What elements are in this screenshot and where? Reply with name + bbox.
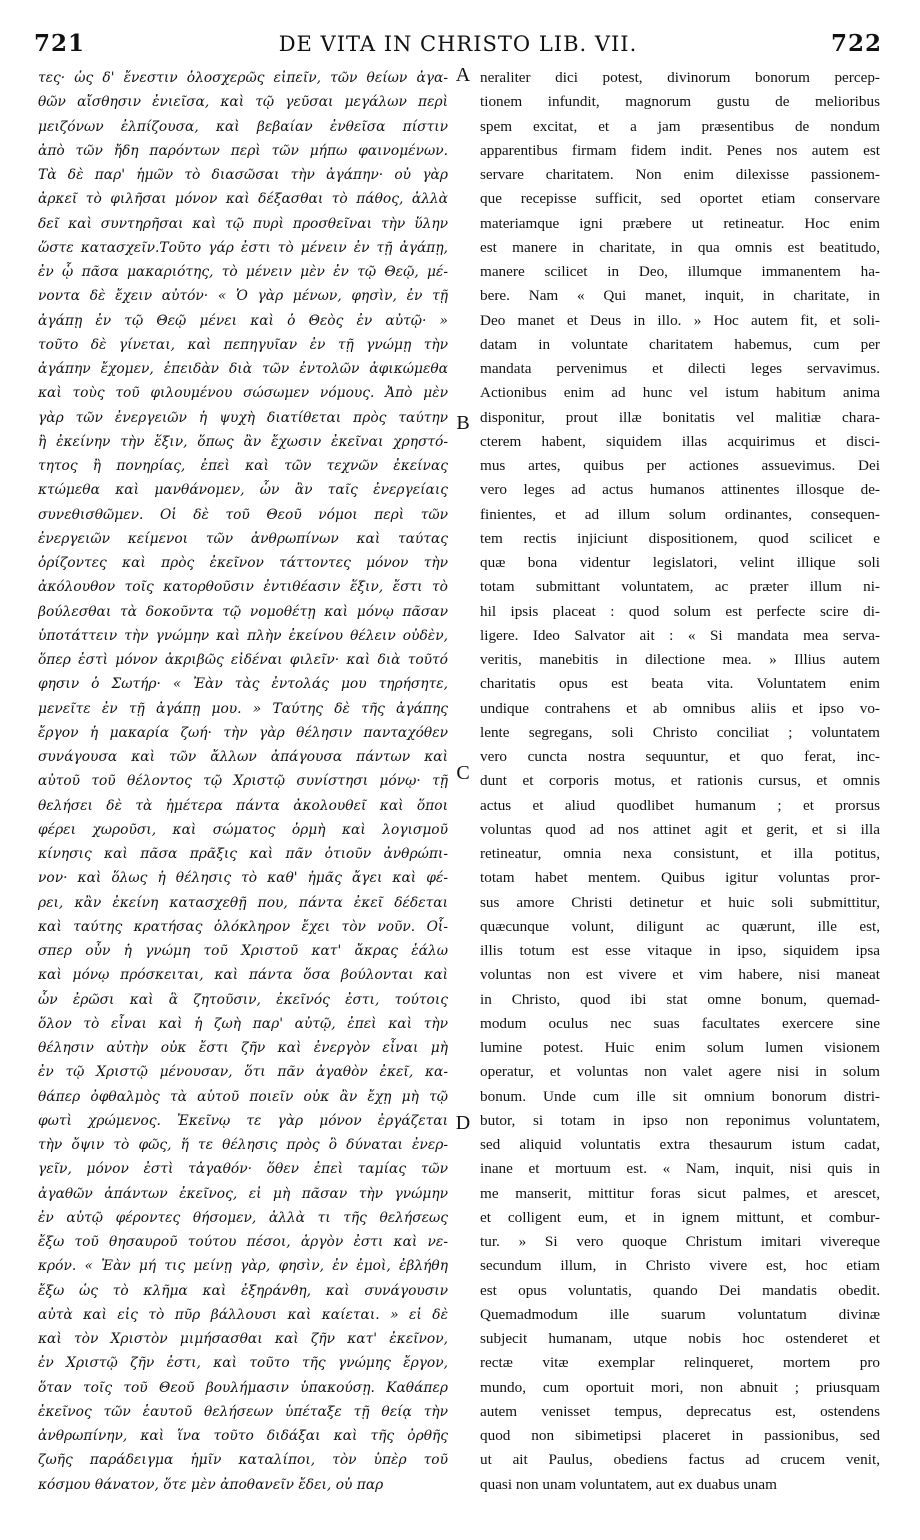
text-line: συνάγουσα καὶ τῶν ἄλλων ἀπάγουσα πάντων καὶ <box>38 749 448 765</box>
text-line: ἐν Χριστῷ ζῆν ἐστι, καὶ τοῦτο τῆς γνώμης ἔργον, <box>38 1355 448 1372</box>
text-line: ὅλον τὸ εἶναι καὶ ἡ ζωὴ παρ' αὐτῷ, ἐπεὶ καὶ τὴν <box>38 1015 448 1032</box>
text-line: rectæ vitæ exemplar relinqueret, mortem pro <box>480 1354 880 1372</box>
text-line: lumine potest. Huic enim solum lumen visionem <box>480 1039 880 1056</box>
text-line: Deo manet et Deus in illo. » Hoc autem fit, et soli- <box>480 311 880 329</box>
text-line: quæcunque volunt, diligunt ac quærunt, ille est, <box>480 917 880 935</box>
text-line: disponitur, prout illæ bonitatis vel malitiæ chara- <box>480 408 880 426</box>
text-line: αὐτὰ καὶ εἰς τὸ πῦρ βάλλουσι καὶ καίεται. » εἰ δὲ <box>38 1306 448 1323</box>
text-line: ζωῆς παράδειγμα ἡμῖν καταλίποι, τὸν ὑπὲρ τοῦ <box>38 1452 448 1469</box>
text-line: ligere. Ideo Salvator ait : « Si mandata mea serva- <box>480 626 880 644</box>
text-line: καὶ τὸν Χριστὸν μιμήσασθαι καὶ ζῆν κατ' ἐκεῖνον, <box>38 1331 448 1347</box>
text-line: est manere in charitate, in qua omnis est beatitudo, <box>480 238 880 256</box>
text-line: ὑποτάττειν τὴν γνώμην καὶ πλὴν ἐκείνου θέλειν οὐδὲν, <box>38 627 448 644</box>
text-line: quasi non unam voluntatem, aut ex duabus unam <box>480 1475 777 1493</box>
text-line: σπερ οὖν ἡ γνώμη τοῦ Χριστοῦ κατ' ἄκρας ἑάλω <box>38 943 448 959</box>
section-marker-d: D <box>455 1112 471 1134</box>
text-line: ut ait Paulus, obediens factus ad crucem venit, <box>480 1451 880 1469</box>
text-line: φησιν ὁ Σωτήρ· « Ἐὰν τὰς ἐντολάς μου τηρήσητε, <box>38 676 448 693</box>
text-line: in Christo, quod ibi stat omne bonum, quemad- <box>480 990 880 1008</box>
section-marker-a: A <box>455 64 471 86</box>
text-line: ἀκόλουθον τοῖς κατορθοῦσιν ἐντιθέασιν ἕξιν, ἔστι τὸ <box>38 579 448 596</box>
running-title: DE VITA IN CHRISTO LIB. VII. <box>278 32 638 56</box>
text-line: καὶ τοὺς τοῦ φιλουμένου σώσωμεν νόμους. Ἀπὸ μὲν <box>38 385 448 402</box>
text-line: ἀπὸ τῶν ἤδη παρόντων περὶ τῶν μήπω φαινομένων. <box>38 142 448 159</box>
greek-text-column <box>38 66 448 1497</box>
text-line: μειζόνων ἐλπίζουσα, καὶ βεβαίαν ἐνθεῖσα πίστιν <box>38 118 448 135</box>
text-line: ἔργον ἡ μακαρία ζωή· τὴν γὰρ θέλησιν πανταχόθεν <box>38 724 448 741</box>
text-line: autem venisset tempus, deprecatus est, ostendens <box>480 1402 880 1420</box>
text-line: νον· καὶ ὅλως ἡ θέλησις τὸ καθ' ἡμᾶς ἄγει καὶ φέ- <box>38 870 448 887</box>
text-line: κρόν. « Ἐὰν μή τις μείνῃ γὰρ, φησὶν, ἐν ἐμοὶ, ἐβλήθη <box>38 1258 448 1275</box>
text-line: manere scilicet in Deo, illumque immanentem ha- <box>480 263 880 280</box>
text-line: θάπερ ὀφθαλμὸς τὰ αὑτοῦ ποιεῖν οὐκ ἂν ἔχῃ μὴ τῷ <box>38 1088 448 1105</box>
section-marker-c: C <box>456 762 470 784</box>
text-line: modum oculus nec suas facultates exercere sine <box>480 1014 880 1032</box>
text-line: actus et aliud quodlibet humanum ; et prorsus <box>480 796 880 814</box>
text-line: Τὰ δὲ παρ' ἡμῶν τὸ διασῶσαι τὴν ἀγάπην· οὐ γὰρ <box>38 167 448 183</box>
text-line: Quemadmodum ille suarum voluntatum divinæ <box>480 1305 880 1323</box>
text-line: cterem habent, siquidem illas acquirimus et disci- <box>480 432 880 450</box>
text-line: lente segregans, soli Christo conciliat ; voluntatem <box>480 723 880 741</box>
latin-text-column <box>480 66 880 1497</box>
text-line: ἀγαθῶν ἁπάντων ἐκεῖνος, εἰ μὴ πᾶσαν τὴν γνώμην <box>38 1185 448 1202</box>
text-line: bere. Nam « Qui manet, inquit, in charitate, in <box>480 287 880 305</box>
text-line: undique contrahens et ab omnibus aliis et ipso vo- <box>480 699 880 717</box>
text-line: ἔξω ὡς τὸ κλῆμα καὶ ἐξηράνθη, καὶ συνάγουσιν <box>38 1282 448 1299</box>
text-line: quæ bona videntur legislatori, velint illique soli <box>480 554 880 571</box>
text-line: est opus voluntatis, quando Dei mandatis obedit. <box>480 1281 880 1299</box>
text-line: totam submittant voluntatem, ac præter illum ni- <box>480 578 880 596</box>
text-line: me manserit, mittitur foras sicut palmes, et arescet, <box>480 1184 880 1202</box>
text-line: καὶ ταύτης κρατήσας ὁλόκληρον ἔχει τὸν νοῦν. Οἷ- <box>38 918 448 935</box>
page-number-right: 722 <box>830 30 882 57</box>
text-line: θῶν αἴσθησιν ἐνιεῖσα, καὶ τῷ γεῦσαι μεγάλων περὶ <box>38 94 448 111</box>
text-line: ἐν τῷ Χριστῷ μένουσαν, ὅτι πᾶν ἀγαθὸν ἐκεῖ, κα- <box>38 1064 448 1081</box>
text-line: γὰρ τῶν ἐνεργειῶν ἡ ψυχὴ διατίθεται πρὸς ταύτην <box>38 409 448 426</box>
text-line: operatur, et voluntas non valet agere nisi in solum <box>480 1063 880 1081</box>
running-header <box>34 28 882 68</box>
text-line: vero leges ad actus humanos attinentes illosque de- <box>480 481 880 499</box>
text-line: tionem infundit, magnorum gustu de melioribus <box>480 93 880 111</box>
text-line: spem excitat, et a jam præsentibus de nondum <box>480 117 880 135</box>
text-line: bonum. Unde cum ille sit omnium bonorum distri- <box>480 1087 880 1105</box>
text-line: Actionibus enim ad hunc vel istum habitum anima <box>480 384 880 402</box>
text-line: ἀρκεῖ τὸ φιλῆσαι μόνον καὶ δέξασθαι τὸ πάθος, ἀλλὰ <box>38 191 448 208</box>
text-line: τες· ὡς δ' ἔνεστιν ὁλοσχερῶς εἰπεῖν, τῶν θείων ἀγα- <box>38 70 448 86</box>
text-line: veritis, manebitis in dilectione mea. » Illius autem <box>480 651 880 668</box>
text-line: μενεῖτε ἐν τῇ ἀγάπῃ μου. » Ταύτης δὲ τῆς ἀγάπης <box>38 700 448 717</box>
text-line: κίνησις καὶ πᾶσα πρᾶξις καὶ πᾶν ὁτιοῦν ἀνθρώπι- <box>38 846 448 862</box>
text-line: θελήσει δὲ τὰ ἡμέτερα πάντα ἀκολουθεῖ καὶ ὅποι <box>38 797 448 814</box>
text-line: ἐνεργειῶν κείμενοι τῶν ἀνθρωπίνων καὶ ταύτας <box>38 530 448 547</box>
text-line: subjecit humanam, utque nobis hoc ostenderet et <box>480 1330 880 1347</box>
text-line: quod non sibimetipsi placeret in passionibus, sed <box>480 1427 880 1444</box>
text-line: tem rectis injiciunt dispositionem, quod scilicet e <box>480 529 880 547</box>
text-line: νοντα δὲ ἔχειν αὐτόν· « Ὁ γὰρ μένων, φησὶν, ἐν τῇ <box>38 288 448 305</box>
text-line: δεῖ καὶ συντηρῆσαι καὶ τῷ πυρὶ προσθεῖναι τὴν ὕλην <box>38 215 448 232</box>
text-line: voluntas quod ad nos attinet agit et gerit, et si illa <box>480 820 880 838</box>
text-line: ὥστε κατασχεῖν.Τοῦτο γάρ ἐστι τὸ μένειν ἐν τῇ ἀγάπῃ, <box>38 239 448 256</box>
text-line: inane et mortuum est. « Nam, inquit, nisi quis in <box>480 1160 880 1178</box>
text-line: θέλησιν αὐτὴν οὐκ ἔστι ζῆν καὶ ἐνεργὸν εἶναι μὴ <box>38 1040 448 1056</box>
text-line: datam in voluntate charitatem habemus, cum per <box>480 335 880 353</box>
text-line: que recepisse sufficit, sed oportet etiam conservare <box>480 190 880 208</box>
text-line: ὅπερ ἐστὶ μόνον ἀκριβῶς εἰδέναι φιλεῖν· καὶ διὰ τοῦτό <box>38 652 448 668</box>
text-line: hil ipsis placeat : quod solum est perfecte scire di- <box>480 602 880 620</box>
text-line: συνεθισθῶμεν. Οἱ δὲ τοῦ Θεοῦ νόμοι περὶ τῶν <box>38 506 448 523</box>
text-line: ρει, κἂν ἐκείνη κατασχεθῇ που, πάντα ἐκεῖ δέδεται <box>38 894 448 911</box>
text-line: ἔξω τοῦ θησαυροῦ τούτου πέσοι, ἀργὸν ἐστι καὶ νε- <box>38 1234 448 1250</box>
text-line: mandata pervenimus et dilecti leges servavimus. <box>480 360 880 377</box>
text-line: charitatis opus est beata vita. Voluntatem enim <box>480 675 880 693</box>
text-line: αὐτοῦ τοῦ θέλοντος τῷ Χριστῷ συνίστησι μόνῳ· τῇ <box>38 773 448 790</box>
text-line: ὁρίζοντες καὶ πρὸς ἐκεῖνον τάττοντες μόνον τὴν <box>38 555 448 571</box>
text-line: servare charitatem. Non enim dilexisse passionem- <box>480 166 880 183</box>
text-line: ἀνθρωπίνην, καὶ ἵνα τοῦτο διδάξαι καὶ τῆς ὀρθῆς <box>38 1428 448 1444</box>
text-line: ἀγάπῃ ἐν τῷ Θεῷ μένει καὶ ὁ Θεὸς ἐν αὐτῷ· » <box>38 312 448 329</box>
text-line: illis totum est esse vitaque in ipso, siquidem ipsa <box>480 942 880 959</box>
text-line: materiamque igni præbere ut retineatur. Hoc enim <box>480 214 880 232</box>
text-line: sed aliquid voluntatis extra thesaurum istum cadat, <box>480 1136 880 1153</box>
text-line: ἐκεῖνος τῶν ἑαυτοῦ θελήσεων ὑπέταξε τῇ θείᾳ τὴν <box>38 1403 448 1420</box>
text-line: neraliter dici potest, divinorum bonorum percep- <box>480 69 880 86</box>
text-line: butor, si totam in ipso non reponimus voluntatem, <box>480 1111 880 1129</box>
text-line: κόσμου θάνατον, ὅτε μὲν ἀποθανεῖν ἔδει, οὐ παρ <box>38 1476 384 1493</box>
text-line: ὧν ἐρῶσι καὶ ἃ ζητοῦσιν, ἐκεῖνός ἐστι, τούτοις <box>38 991 448 1008</box>
text-line: τοῦτο δὲ γίνεται, καὶ πεπηγυῖαν ἐν τῇ γνώμῃ τὴν <box>38 336 448 353</box>
text-line: totam habet mentem. Quibus igitur voluntas pror- <box>480 869 880 887</box>
text-line: retineatur, omnia nexa consistunt, et illa potitus, <box>480 845 880 862</box>
text-line: ὅταν τοῖς τοῦ Θεοῦ βουλήμασιν ὑπακούσῃ. Καθάπερ <box>38 1379 448 1396</box>
text-line: βούλεσθαι τὰ δοκοῦντα τῷ νομοθέτῃ καὶ μόνῳ πᾶσαν <box>38 603 448 620</box>
text-line: mus artes, quibus per actiones assuevimus. Dei <box>480 457 880 474</box>
text-line: κτώμεθα καὶ μανθάνομεν, ὧν ἂν ταῖς ἐνεργείαις <box>38 482 448 499</box>
text-line: mundo, cum oportuit mori, non abnuit ; priusquam <box>480 1378 880 1396</box>
text-line: τητος ἢ πονηρίας, ἐπεὶ καὶ τῶν τεχνῶν ἐκείνας <box>38 458 448 474</box>
text-line: et colligent eum, et in ignem mittunt, et combur- <box>480 1208 880 1226</box>
text-line: φωτὶ χρώμενος. Ἐκεῖνῳ τε γὰρ μόνον ἐργάζεται <box>38 1112 448 1129</box>
text-line: τὴν ὄψιν τὸ φῶς, ἥ τε θέλησις πρὸς ὃ δύναται ἐνερ- <box>38 1137 448 1153</box>
text-line: γεῖν, μόνον ἐστὶ τἀγαθόν· ὅθεν ἐπεὶ ταμίας τῶν <box>38 1161 448 1178</box>
text-line: ἀγάπην ἔχομεν, ἐπειδὰν διὰ τῶν ἐντολῶν ἀφικώμεθα <box>38 361 448 377</box>
page-number-left: 721 <box>34 30 86 57</box>
text-line: ἐν αὐτῷ φέροντες θήσομεν, ἀλλὰ τι τῆς θελήσεως <box>38 1209 448 1226</box>
text-line: dunt et corporis motus, et rationis cursus, et omnis <box>480 772 880 790</box>
text-line: secundum illum, in Christo vivere est, hoc etiam <box>480 1257 880 1275</box>
text-line: ἢ ἐκείνην τὴν ἕξιν, ὅπως ἂν ἔχωσιν ἐκεῖναι χρηστό- <box>38 433 448 450</box>
text-line: vero cuncta nostra sequuntur, et quo ferat, inc- <box>480 748 880 765</box>
text-line: voluntas non est vivere et vim habere, nisi maneat <box>480 966 880 984</box>
text-line: ἐν ᾧ πᾶσα μακαριότης, τὸ μένειν μὲν ἐν τῷ Θεῷ, μέ- <box>38 264 448 280</box>
text-line: φέρει χωροῦσι, καὶ σώματος ὁρμὴ καὶ λογισμοῦ <box>38 821 448 838</box>
section-marker-b: B <box>456 412 470 434</box>
text-line: tur. » Si vero quoque Christum imitari vivereque <box>480 1233 880 1250</box>
text-line: finientes, et ad illum solum ordinantes, consequen- <box>480 505 880 523</box>
text-line: καὶ μόνῳ πρόσκειται, καὶ πάντα ὅσα βούλονται καὶ <box>38 967 448 984</box>
text-line: apparentibus firmam fidem indit. Penes nos autem est <box>480 141 880 159</box>
text-line: sus amore Christi detinetur et huic soli submittitur, <box>480 893 880 911</box>
